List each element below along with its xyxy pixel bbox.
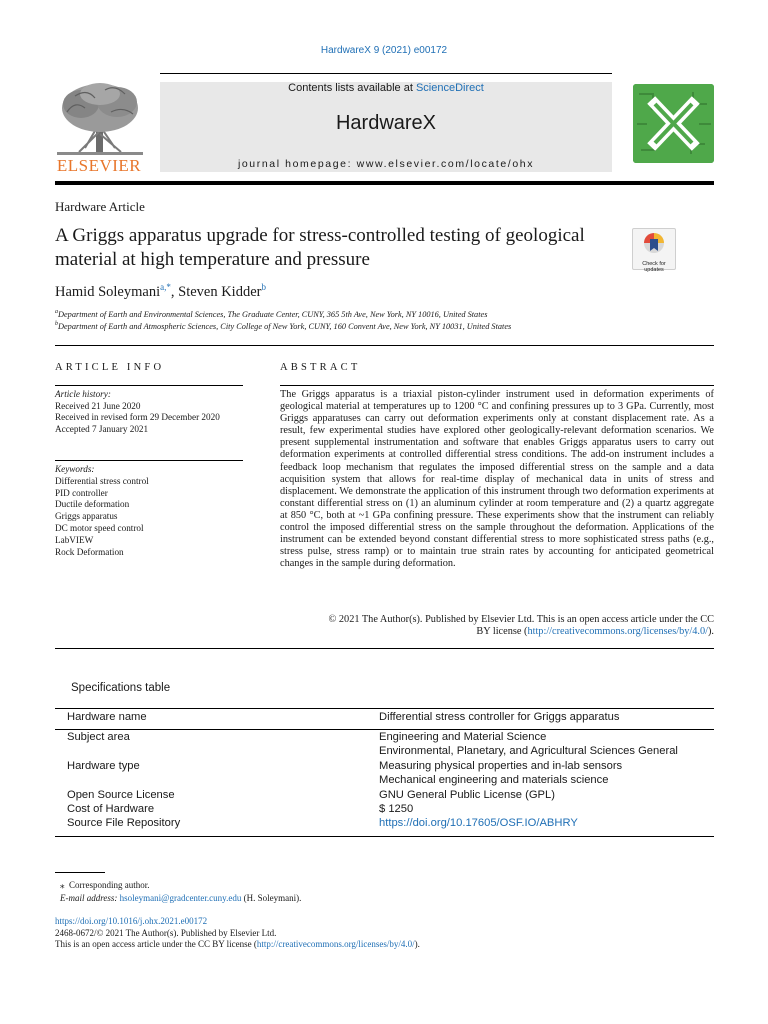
keywords-label: Keywords:	[55, 464, 95, 474]
oa-license-link[interactable]: http://creativecommons.org/licenses/by/4.0/	[256, 939, 415, 950]
sciencedirect-link[interactable]: ScienceDirect	[415, 82, 484, 94]
affiliations-rule	[55, 345, 714, 346]
spec-value: $ 1250	[379, 802, 414, 815]
abstract-heading: ABSTRACT	[280, 362, 361, 373]
copyright-line-2	[280, 626, 714, 638]
spec-label: Cost of Hardware	[67, 802, 155, 815]
keywords-list	[55, 464, 149, 558]
source-repository-link[interactable]: https://doi.org/10.17605/OSF.IO/ABHRY	[379, 817, 578, 830]
affiliation-b	[55, 321, 511, 331]
specifications-table	[55, 711, 714, 727]
corresponding-label: Corresponding author.	[69, 880, 150, 890]
footnote-mark: ⁎	[60, 880, 65, 890]
oa-prefix: This is an open access article under the CC BY license (	[55, 939, 257, 950]
table-row	[55, 760, 714, 774]
article-history	[55, 389, 220, 435]
journal-citation[interactable]: HardwareX 9 (2021) e00172	[320, 45, 448, 56]
author-1-name[interactable]: Hamid Soleymani	[55, 283, 161, 300]
table-row	[55, 803, 714, 817]
article-title: A Griggs apparatus upgrade for stress-controlled testing of geological material at high temperature and pressure	[55, 225, 585, 270]
affiliation-mark: a	[55, 309, 58, 315]
spec-value: Engineering and Material Science	[379, 731, 547, 743]
author-2-name[interactable]: Steven Kidder	[178, 283, 262, 300]
keyword: Griggs apparatus	[55, 511, 118, 522]
article-type: Hardware Article	[55, 199, 145, 214]
check-updates-icon	[633, 229, 675, 257]
spec-value: GNU General Public License (GPL)	[379, 788, 555, 801]
check-for-updates-badge[interactable]	[632, 228, 676, 273]
keyword: PID controller	[55, 487, 108, 498]
history-accepted: Accepted 7 January 2021	[55, 423, 149, 434]
spec-header-label: Hardware name	[67, 711, 147, 723]
copyright-license-suffix: ).	[707, 626, 714, 638]
oa-suffix: ).	[414, 939, 420, 950]
footnote-rule	[55, 872, 105, 873]
spec-header-value: Differential stress controller for Griggs apparatus	[379, 711, 620, 723]
spec-value: Mechanical engineering and materials science	[379, 774, 609, 787]
spec-table-body	[55, 731, 714, 832]
article-info-heading: ARTICLE INFO	[55, 362, 165, 373]
abstract-rule	[280, 385, 714, 386]
spec-table-header-rule	[55, 729, 714, 730]
doi-block	[55, 916, 420, 951]
spec-value: Environmental, Planetary, and Agricultural Sciences General	[379, 745, 678, 758]
abstract-bottom-rule	[55, 648, 714, 649]
keyword: Differential stress control	[55, 475, 149, 486]
spec-label: Source File Repository	[67, 817, 181, 830]
author-list	[55, 282, 266, 301]
cc-license-link[interactable]: http://creativecommons.org/licenses/by/4.0/	[527, 626, 708, 638]
table-row	[55, 745, 714, 759]
table-row	[55, 774, 714, 788]
doi-link[interactable]: https://doi.org/10.1016/j.ohx.2021.e00172	[55, 916, 208, 926]
specifications-table-title: Specifications table	[71, 682, 171, 694]
author-1-affil-mark[interactable]: a,*	[160, 282, 171, 292]
history-revised: Received in revised form 29 December 2020	[55, 412, 220, 422]
footnotes	[60, 879, 301, 904]
keyword: Rock Deformation	[55, 546, 124, 557]
journal-name: HardwareX	[335, 112, 437, 134]
email-label: E-mail address:	[60, 892, 120, 903]
table-row	[55, 731, 714, 745]
spec-label: Hardware type	[67, 759, 140, 772]
spec-value: Measuring physical properties and in-lab sensors	[379, 759, 623, 772]
hardwarex-logo	[633, 84, 714, 163]
table-row	[55, 789, 714, 803]
copyright-line-1: © 2021 The Author(s). Published by Elsevier Ltd. This is an open access article under the CC	[328, 614, 714, 625]
header-thick-rule	[55, 181, 714, 185]
open-access-line	[55, 939, 420, 951]
spec-table-bottom-rule	[55, 836, 714, 837]
elsevier-wordmark: ELSEVIER	[56, 156, 142, 175]
spec-label: Open Source License	[67, 788, 175, 801]
history-label: Article history:	[55, 389, 111, 399]
abstract-copyright	[280, 614, 714, 638]
check-updates-label: Check for updates	[642, 261, 666, 273]
abstract-text: The Griggs apparatus is a triaxial piston-cylinder instrument used in deformation experiments of geological material at temperatures up to 1200 °C and confining pressures up to 3 GPa. Currently, most Griggs apparatuses can carry out deformation experiments only at constant displacement rate. As a result, few experimental studies have explored other geologically-relevant deformation scenarios. We present supplemental instrumentation and software that enables Griggs apparatus users to carry out deformation experiments at controlled differential stress conditions. The add-on instrument includes a feedback loop mechanism that regulates the imposed differential stress on the sample and a data acquisition system that allows for real-time display of mechanical data in units of stress and displacement. We demonstrate the application of this instrument through two deformation experiments at constant differential stress on (1) an aluminum cylinder at room temperature and (2) a quartz aggregate at 850 °C, both at ~1 GPa confining pressure. These experiments show that the instrument can reliably control the imposed differential stress on the sample throughout the deformation. Applications of the instrument can be extended beyond constant differential stress to more sophisticated stress paths (e.g., stress pulse, stress ramp) or to maintain true strain rates by accounting for anticipated geometrical changes in the sample during deformation.	[280, 389, 714, 570]
spec-table-header-row	[55, 711, 714, 727]
affiliation-text: Department of Earth and Environmental Sciences, The Graduate Center, CUNY, 365 5th Ave, New York, NY 10016, United States	[58, 309, 488, 319]
affiliation-a	[55, 309, 487, 319]
issn-line: 2468-0672/© 2021 The Author(s). Published by Elsevier Ltd.	[55, 927, 277, 938]
contents-available-line	[160, 82, 612, 94]
header-top-rule	[160, 73, 612, 74]
keyword: DC motor speed control	[55, 522, 144, 533]
author-separator: ,	[170, 283, 179, 300]
keyword: LabVIEW	[55, 534, 94, 545]
author-2-affil-mark[interactable]: b	[261, 282, 266, 292]
copyright-license-prefix: BY license (	[476, 626, 528, 638]
affiliation-text: Department of Earth and Atmospheric Sciences, City College of New York, CUNY, 160 Convent Ave, New York, NY 10031, United States	[58, 321, 512, 331]
hardwarex-x-icon	[633, 84, 714, 163]
history-received: Received 21 June 2020	[55, 400, 141, 411]
email-suffix: (H. Soleymani).	[241, 892, 302, 903]
keyword: Ductile deformation	[55, 499, 130, 510]
journal-homepage[interactable]: journal homepage: www.elsevier.com/locate/ohx	[237, 158, 535, 170]
author-email-link[interactable]: hsoleymani@gradcenter.cuny.edu	[119, 892, 242, 903]
affiliation-mark: b	[55, 321, 58, 327]
spec-table-top-rule	[55, 708, 714, 709]
spec-label: Subject area	[67, 731, 130, 743]
keywords-rule	[55, 460, 243, 461]
elsevier-tree-logo	[55, 82, 145, 156]
email-note	[60, 892, 301, 905]
corresponding-author-note	[60, 879, 301, 892]
table-row	[55, 817, 714, 831]
contents-prefix: Contents lists available at	[288, 82, 416, 94]
article-info-rule	[55, 385, 243, 386]
